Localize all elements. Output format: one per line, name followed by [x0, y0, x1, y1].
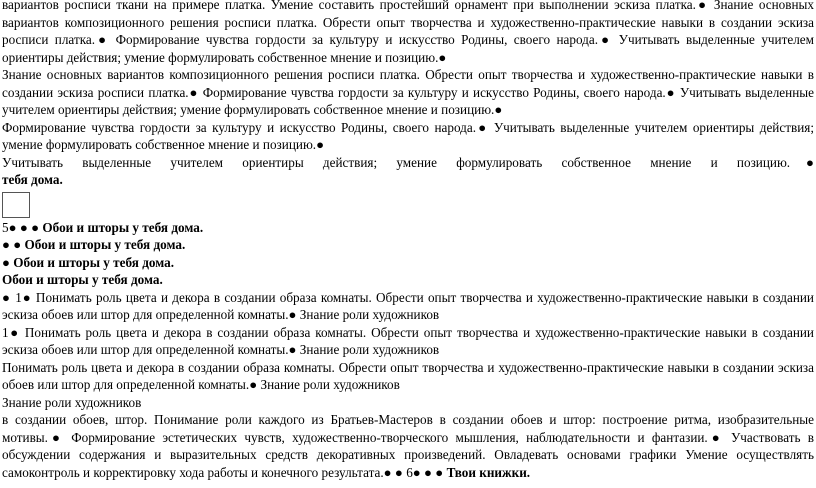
paragraph-13-text: в создании обоев, штор. Понимание роли каждого из Братьев-Мастеров в создании обоев и штор: построение ритма, изобразительные мотивы.● Формирование эстетических чувств, художественно-творческого мышления, наблюдательности и фантазии.● Участвовать в обсуждении содержания и выразительных средств декоративных произведений. Овладевать основами графики Умение осуществлять самоконтроль и корректировку хода работы и конечного результата.● ● 6● ● ● [2, 412, 814, 480]
paragraph-5-prefix: 5● ● ● [2, 219, 43, 235]
paragraph-7: ● Обои и шторы у тебя дома. [2, 254, 174, 270]
document-page [2, 0, 814, 481]
paragraph-4 [2, 154, 814, 172]
paragraph-12: Знание роли художников [2, 394, 142, 410]
paragraph-13-bold: Твои книжки. [446, 464, 531, 480]
paragraph-6: ● ● Обои и шторы у тебя дома. [2, 237, 186, 252]
paragraph-3: Формирование чувства гордости за культуру и искусство Родины, своего народа.● Учитывать выделенные учителем ориентиры действия; умение формулировать собственное мнение и позицию.● [2, 119, 814, 152]
paragraph-13 [2, 411, 814, 481]
paragraph-5-bold: Обои и шторы у тебя дома. [42, 219, 204, 235]
paragraph-4-text: Учитывать выделенные учителем ориентиры действия; умение формулировать собственное мнение и позицию.● [2, 154, 814, 170]
empty-checkbox-frame [2, 192, 30, 218]
paragraph-8: Обои и шторы у тебя дома. [2, 272, 163, 287]
paragraph-1: вариантов росписи ткани на примере платка. Умение составить простейший орнамент при выполнении эскиза платка.● Знание основных вариантов композиционного решения росписи платка. Обрести опыт творчества и художественно-практические навыки в создании эскиза росписи платка.● Формирование чувства гордости за культуру и искусство Родины, своего народа.● Учитывать выделенные учителем ориентиры действия; умение формулировать собственное мнение и позицию.● [2, 0, 814, 65]
paragraph-2: Знание основных вариантов композиционного решения росписи платка. Обрести опыт творчества и художественно-практические навыки в создании эскиза росписи платка.● Формирование чувства гордости за культуру и искусство Родины, своего народа.● Учитывать выделенные учителем ориентиры действия; умение формулировать собственное мнение и позицию.● [2, 67, 814, 117]
paragraph-5 [2, 219, 814, 237]
paragraph-9: ● 1● Понимать роль цвета и декора в создании образа комнаты. Обрести опыт творчества и художественно-практические навыки в создании эскиза обоев или штор для определенной комнаты.● Знание роли художников [2, 289, 814, 322]
paragraph-11: Понимать роль цвета и декора в создании образа комнаты. Обрести опыт творчества и художественно-практические навыки в создании эскиза обоев или штор для определенной комнаты.● Знание роли художников [2, 359, 814, 392]
paragraph-4-bold: тебя дома. [2, 172, 63, 187]
paragraph-10: 1● Понимать роль цвета и декора в создании образа комнаты. Обрести опыт творчества и художественно-практические навыки в создании эскиза обоев или штор для определенной комнаты.● Знание роли художников [2, 324, 814, 357]
